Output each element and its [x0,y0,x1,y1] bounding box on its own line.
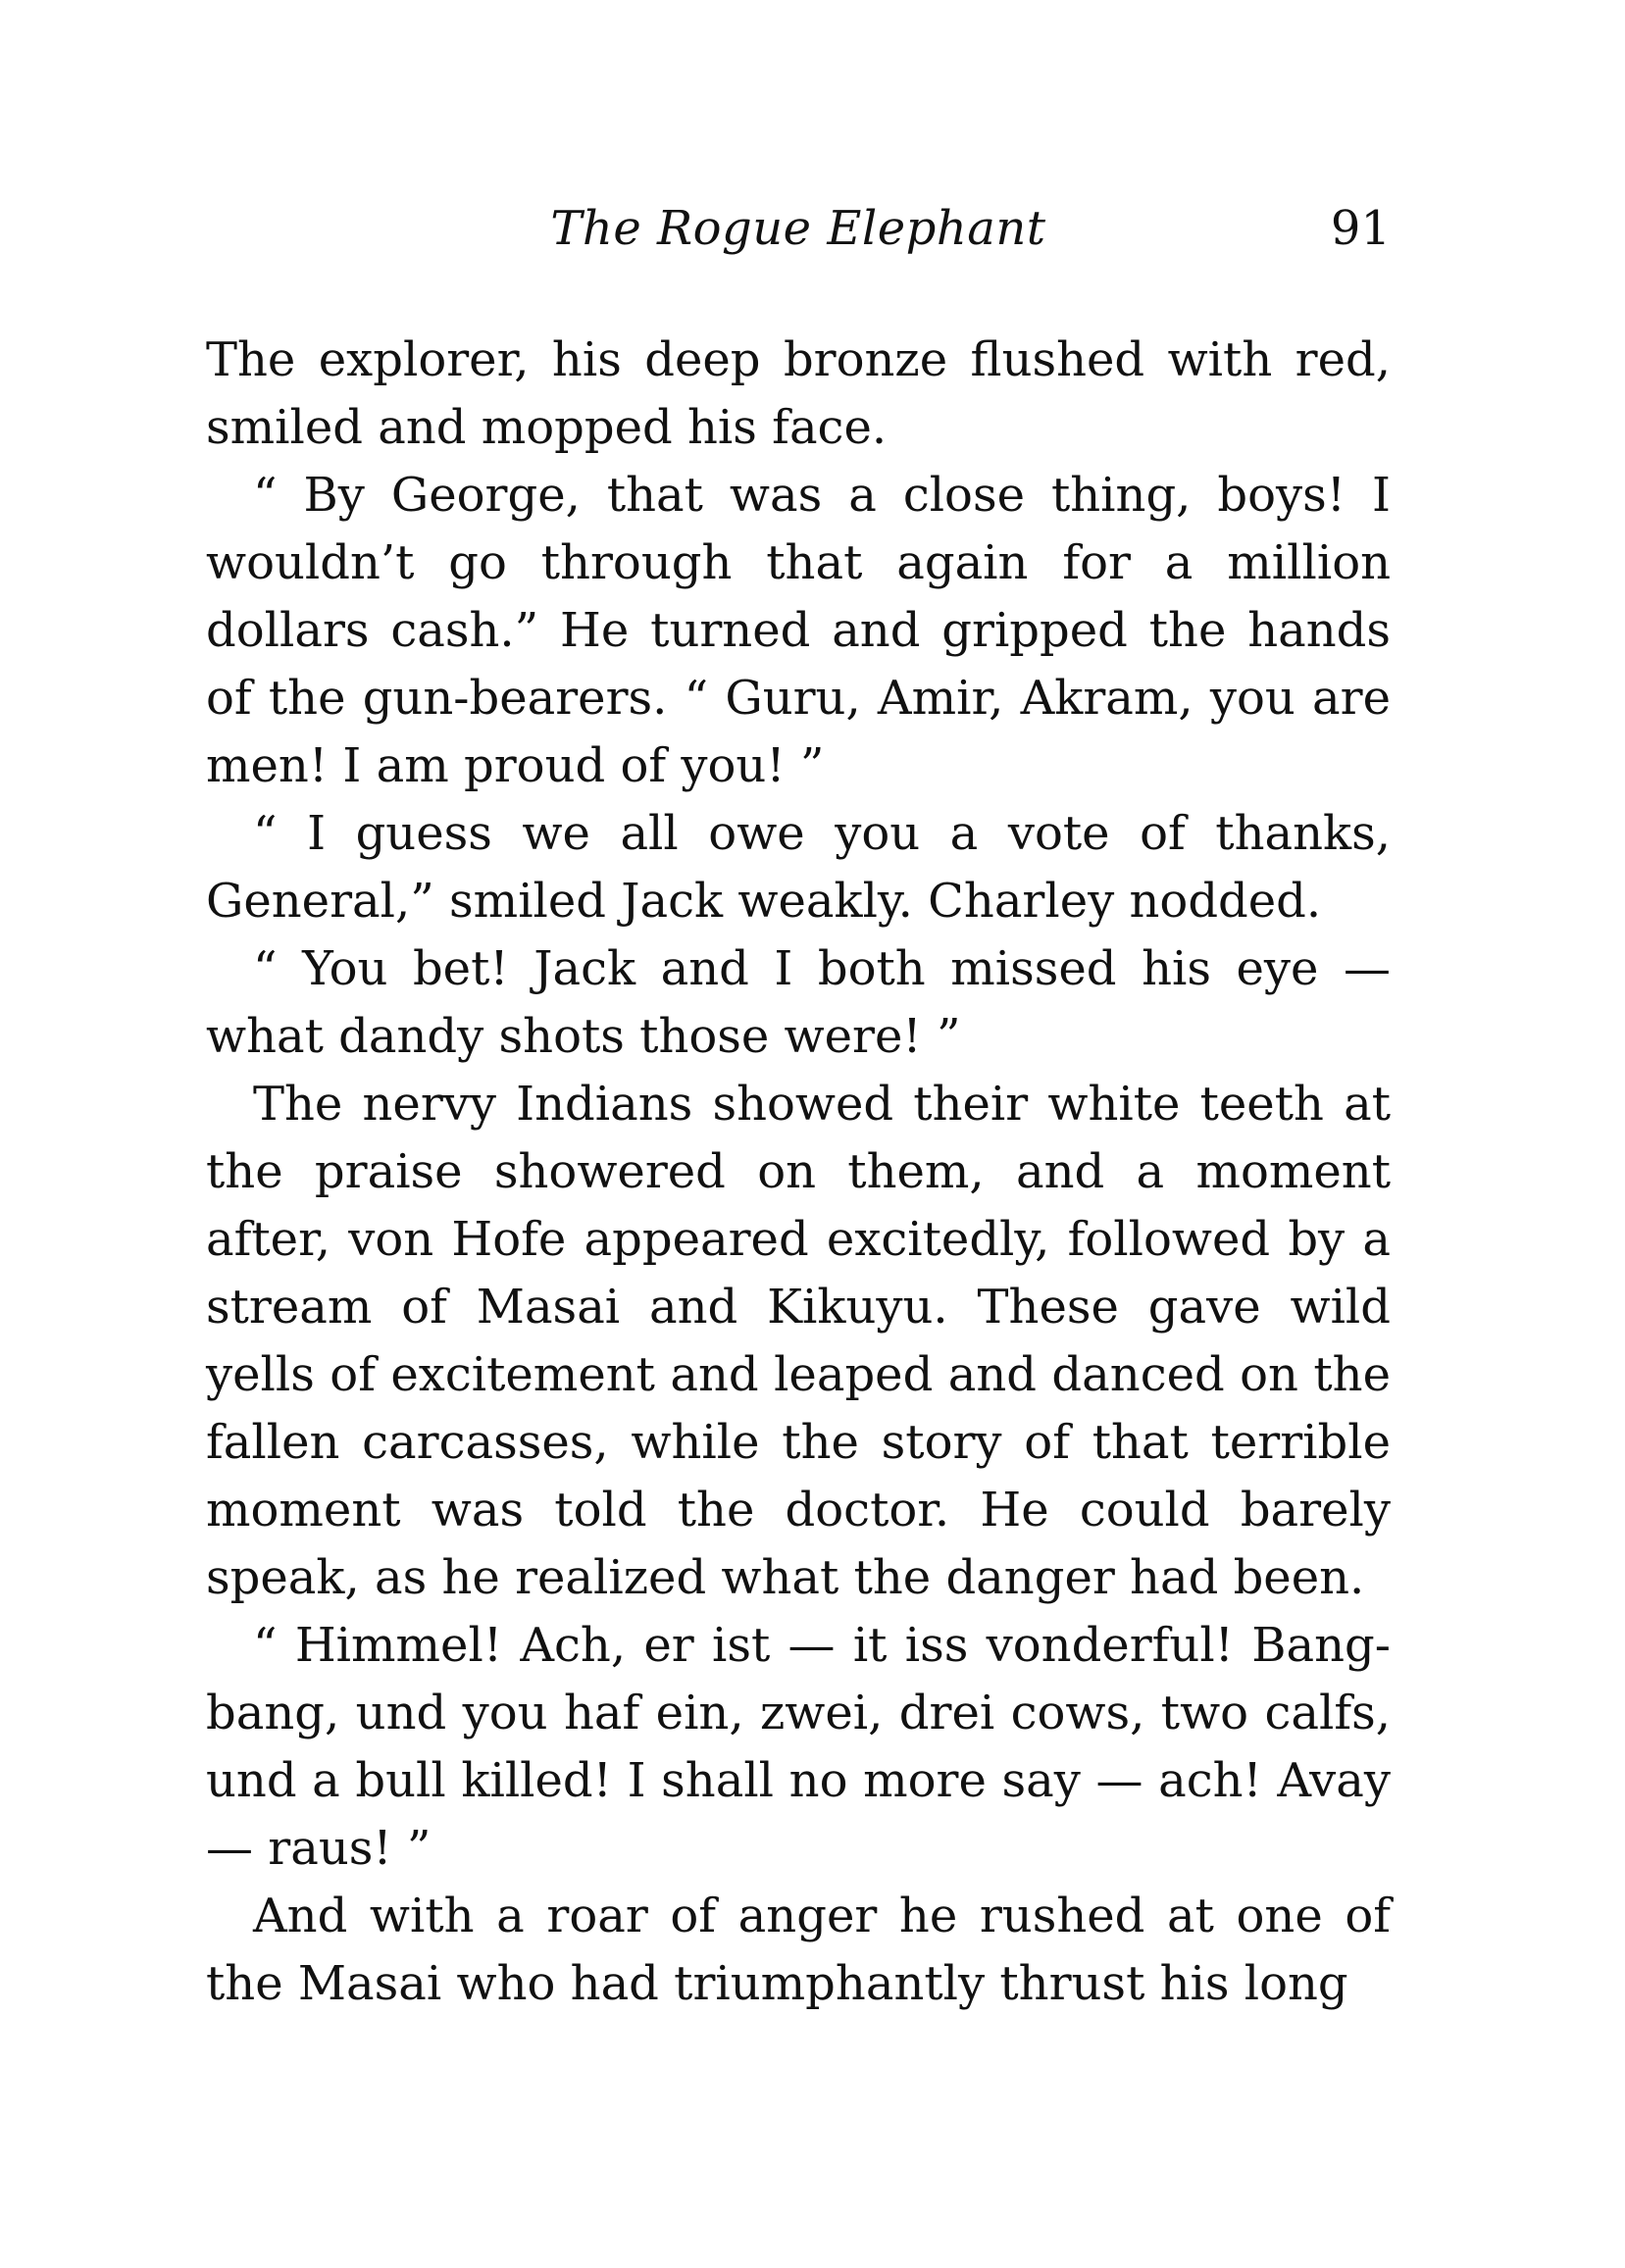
paragraph: “ I guess we all owe you a vote of thanks, General,” smiled Jack weakly. Charley nodded. [206,806,1391,929]
running-title: The Rogue Elephant [550,201,1046,256]
paragraph: The explorer, his deep bronze flushed with red, smiled and mopped his face. [206,332,1391,455]
paragraph: “ You bet! Jack and I both missed his eye — what dandy shots those were! ” [206,941,1391,1064]
body-text [206,327,1391,2018]
page-number: 91 [1330,201,1391,256]
paragraph: And with a roar of anger he rushed at one of the Masai who had triumphantly thrust his long [206,1889,1391,2011]
paragraph: “ By George, that was a close thing, boys! I wouldn’t go through that again for a million dollars cash.” He turned and gripped the hands of the gun-bearers. “ Guru, Amir, Akram, you are men! I am proud of you! ” [206,468,1391,793]
paragraph: “ Himmel! Ach, er ist — it iss vonderful! Bang-bang, und you haf ein, zwei, drei cows, two calfs, und a bull killed! I shall no more say — ach! Avay — raus! ” [206,1618,1391,1876]
book-page [206,201,1391,2018]
paragraph: The nervy Indians showed their white teeth at the praise showered on them, and a moment after, von Hofe appeared excitedly, followed by a stream of Masai and Kikuyu. These gave wild yells of excitement and leaped and danced on the fallen carcasses, while the story of that terrible moment was told the doctor. He could barely speak, as he realized what the danger had been. [206,1077,1391,1605]
running-header [206,201,1391,289]
